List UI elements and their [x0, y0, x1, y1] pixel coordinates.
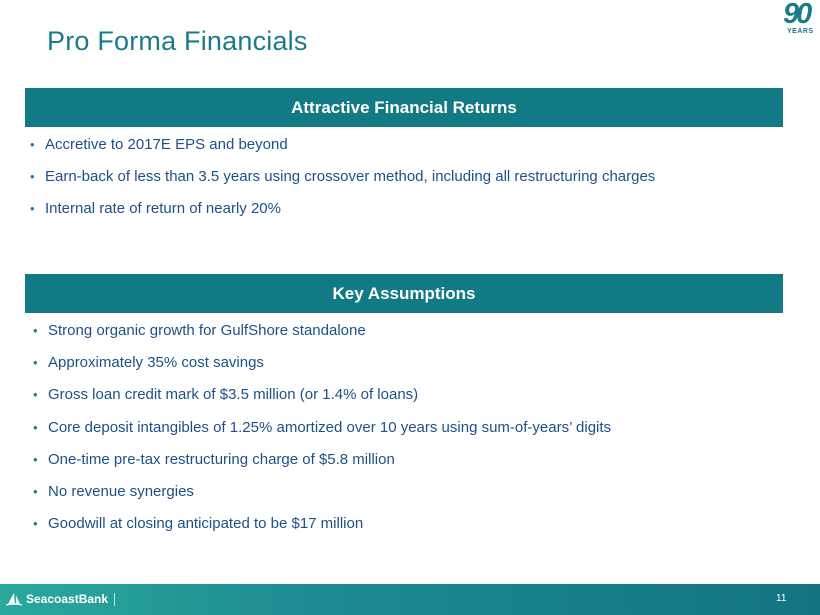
list-item: • Accretive to 2017E EPS and beyond — [30, 136, 655, 168]
slide-title: Pro Forma Financials — [47, 26, 308, 56]
page-number: 11 — [776, 593, 787, 604]
brand-logo — [6, 592, 115, 606]
brand-name: SeacoastBank — [26, 592, 109, 606]
list-item: • Earn-back of less than 3.5 years using crossover method, including all restructuring charges — [30, 168, 655, 200]
footer-bar — [0, 584, 820, 615]
sail-icon — [6, 592, 22, 606]
divider — [114, 593, 115, 606]
anniversary-number: 90 — [783, 0, 810, 30]
list-item: • Goodwill at closing anticipated to be $17 million — [33, 515, 611, 547]
section-header-key-assumptions: Key Assumptions — [25, 274, 783, 313]
list-item: • Internal rate of return of nearly 20% — [30, 200, 655, 232]
section-header-financial-returns: Attractive Financial Returns — [25, 88, 783, 127]
list-item: • Gross loan credit mark of $3.5 million (or 1.4% of loans) — [33, 386, 611, 418]
list-item: • Core deposit intangibles of 1.25% amortized over 10 years using sum-of-years’ digits — [33, 419, 611, 451]
anniversary-label: YEARS — [787, 28, 814, 35]
list-item: • No revenue synergies — [33, 483, 611, 515]
anniversary-logo — [780, 2, 820, 42]
key-assumptions-list — [33, 322, 611, 547]
list-item: • Approximately 35% cost savings — [33, 354, 611, 386]
list-item: • One-time pre-tax restructuring charge of $5.8 million — [33, 451, 611, 483]
financial-returns-list — [30, 136, 655, 232]
list-item: • Strong organic growth for GulfShore standalone — [33, 322, 611, 354]
